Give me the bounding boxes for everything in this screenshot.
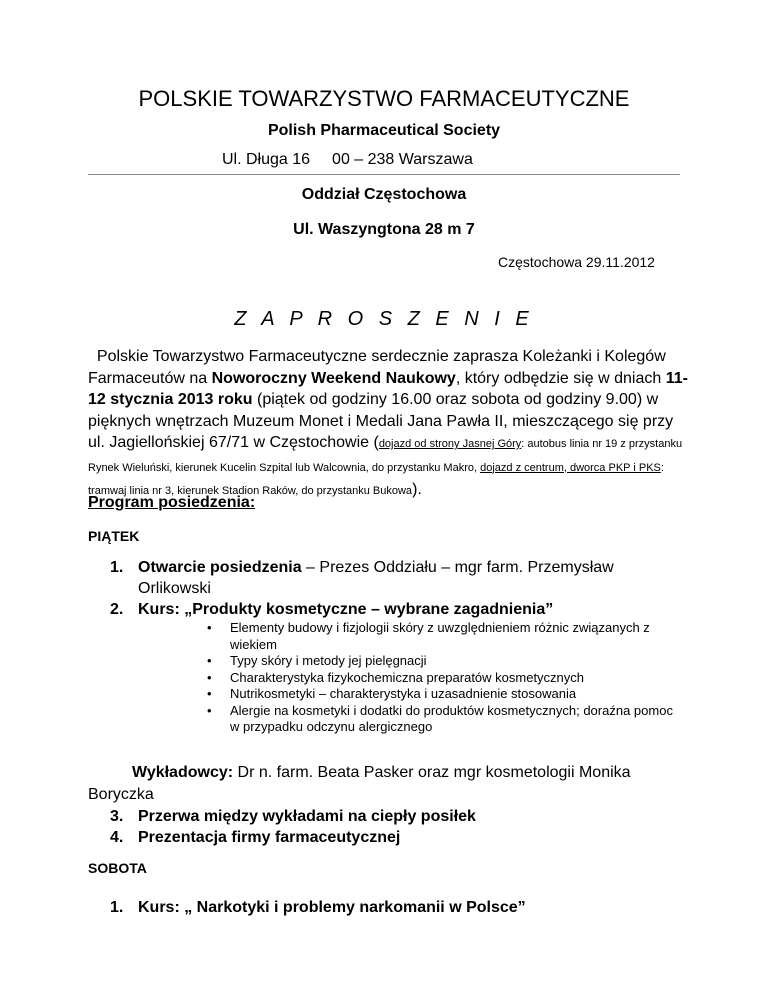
agenda-number: 4.	[110, 829, 124, 846]
letter-date: Częstochowa 29.11.2012	[498, 254, 655, 270]
intro-end: ).	[412, 481, 422, 498]
lecturers-label: Wykładowcy:	[132, 764, 234, 781]
agenda-item-detail: – Prezes Oddziału – mgr farm. Przemysław Orlikowski	[138, 559, 614, 597]
agenda-item	[110, 827, 650, 848]
lecturers	[88, 762, 688, 805]
organization-title: POLSKIE TOWARZYSTWO FARMACEUTYCZNE	[138, 86, 630, 111]
topic-item	[205, 670, 685, 687]
friday-label: PIĄTEK	[88, 528, 140, 544]
agenda-item	[110, 599, 650, 620]
directions-label-2: dojazd z centrum, dworca PKP i PKS	[480, 461, 661, 474]
event-dates: 11-12 stycznia 2013 roku	[88, 369, 688, 408]
address-street: Ul. Długa 16	[222, 151, 311, 168]
organization-address	[222, 151, 473, 169]
topic-text: Alergie na kosmetyki i dodatki do produktów kosmetycznych; doraźna pomoc w przypadku odczynu alergicznego	[230, 702, 673, 734]
event-name: Noworoczny Weekend Naukowy	[211, 369, 456, 387]
saturday-label: SOBOTA	[88, 860, 147, 876]
topic-item	[205, 686, 685, 703]
bullet-icon: •	[207, 686, 212, 701]
agenda-item-title: Otwarcie posiedzenia	[138, 559, 302, 576]
bullet-icon: •	[207, 669, 212, 685]
invitation-paragraph	[88, 346, 688, 503]
bullet-icon: •	[207, 653, 212, 668]
agenda-number: 3.	[110, 808, 124, 825]
agenda-item	[110, 806, 650, 827]
agenda-number: 1.	[110, 899, 124, 916]
topic-text: Elementy budowy i fizjologii skóry z uwzględnieniem różnic związanych z wiekiem	[230, 620, 650, 652]
agenda-item-title: Przerwa między wykładami na ciepły posiłek	[138, 808, 476, 825]
intro-text-2: , który odbędzie się w dniach	[455, 369, 666, 387]
topic-item	[205, 703, 685, 736]
course-topics	[205, 620, 685, 736]
friday-agenda	[110, 557, 650, 620]
branch-name: Oddział Częstochowa	[301, 186, 467, 203]
topic-item	[205, 620, 685, 653]
agenda-item	[110, 897, 650, 918]
bullet-icon: •	[207, 702, 212, 718]
header-divider	[88, 174, 680, 175]
lecturers-names: Dr n. farm. Beata Pasker oraz mgr kosmetologii Monika Boryczka	[88, 764, 631, 803]
saturday-agenda	[110, 897, 650, 918]
friday-agenda-continued	[110, 806, 650, 848]
directions-text-1: : autobus linia nr 19 z przystanku Rynek Wieluński, kierunek Kucelin Szpital lub Walcownia, do przystanku Makro,	[88, 438, 683, 474]
agenda-item-title: Kurs: „Produkty kosmetyczne – wybrane zagadnienia”	[138, 601, 554, 618]
organization-subtitle: Polish Pharmaceutical Society	[267, 122, 501, 139]
agenda-item	[110, 557, 650, 599]
intro-text-1: Polskie Towarzystwo Farmaceutyczne serdecznie zaprasza Koleżanki i Kolegów Farmaceutów na	[88, 348, 666, 387]
branch-address: Ul. Waszyngtona 28 m 7	[293, 221, 475, 238]
bullet-icon: •	[207, 620, 212, 635]
agenda-number: 2.	[110, 601, 124, 618]
topic-item	[205, 653, 685, 670]
agenda-item-title: Kurs: „ Narkotyki i problemy narkomanii w Polsce”	[138, 899, 526, 916]
directions-label-1: dojazd od strony Jasnej Góry	[378, 438, 522, 450]
program-title: Program posiedzenia:	[88, 494, 256, 511]
topic-text: Nutrikosmetyki – charakterystyka i uzasadnienie stosowania	[230, 686, 577, 701]
invitation-heading: Z A P R O S Z E N I E	[234, 308, 534, 330]
agenda-item-title: Prezentacja firmy farmaceutycznej	[138, 829, 401, 846]
topic-text: Charakterystyka fizykochemiczna preparatów kosmetycznych	[230, 669, 585, 685]
address-postal: 00 – 238 Warszawa	[332, 151, 473, 168]
directions-text-2: : tramwaj linia nr 3, kierunek Stadion Raków, do przystanku Bukowa	[88, 461, 664, 497]
intro-text-3: (piątek od godziny 16.00 oraz sobota od godziny 9.00) w pięknych wnętrzach Muzeum Monet i Medali Jana Pawła II, mieszczącego się przy ul. Jagiellońskiej 67/71 w Częstochowie (	[88, 391, 674, 451]
agenda-number: 1.	[110, 559, 124, 576]
topic-text: Typy skóry i metody jej pielęgnacji	[230, 653, 427, 668]
